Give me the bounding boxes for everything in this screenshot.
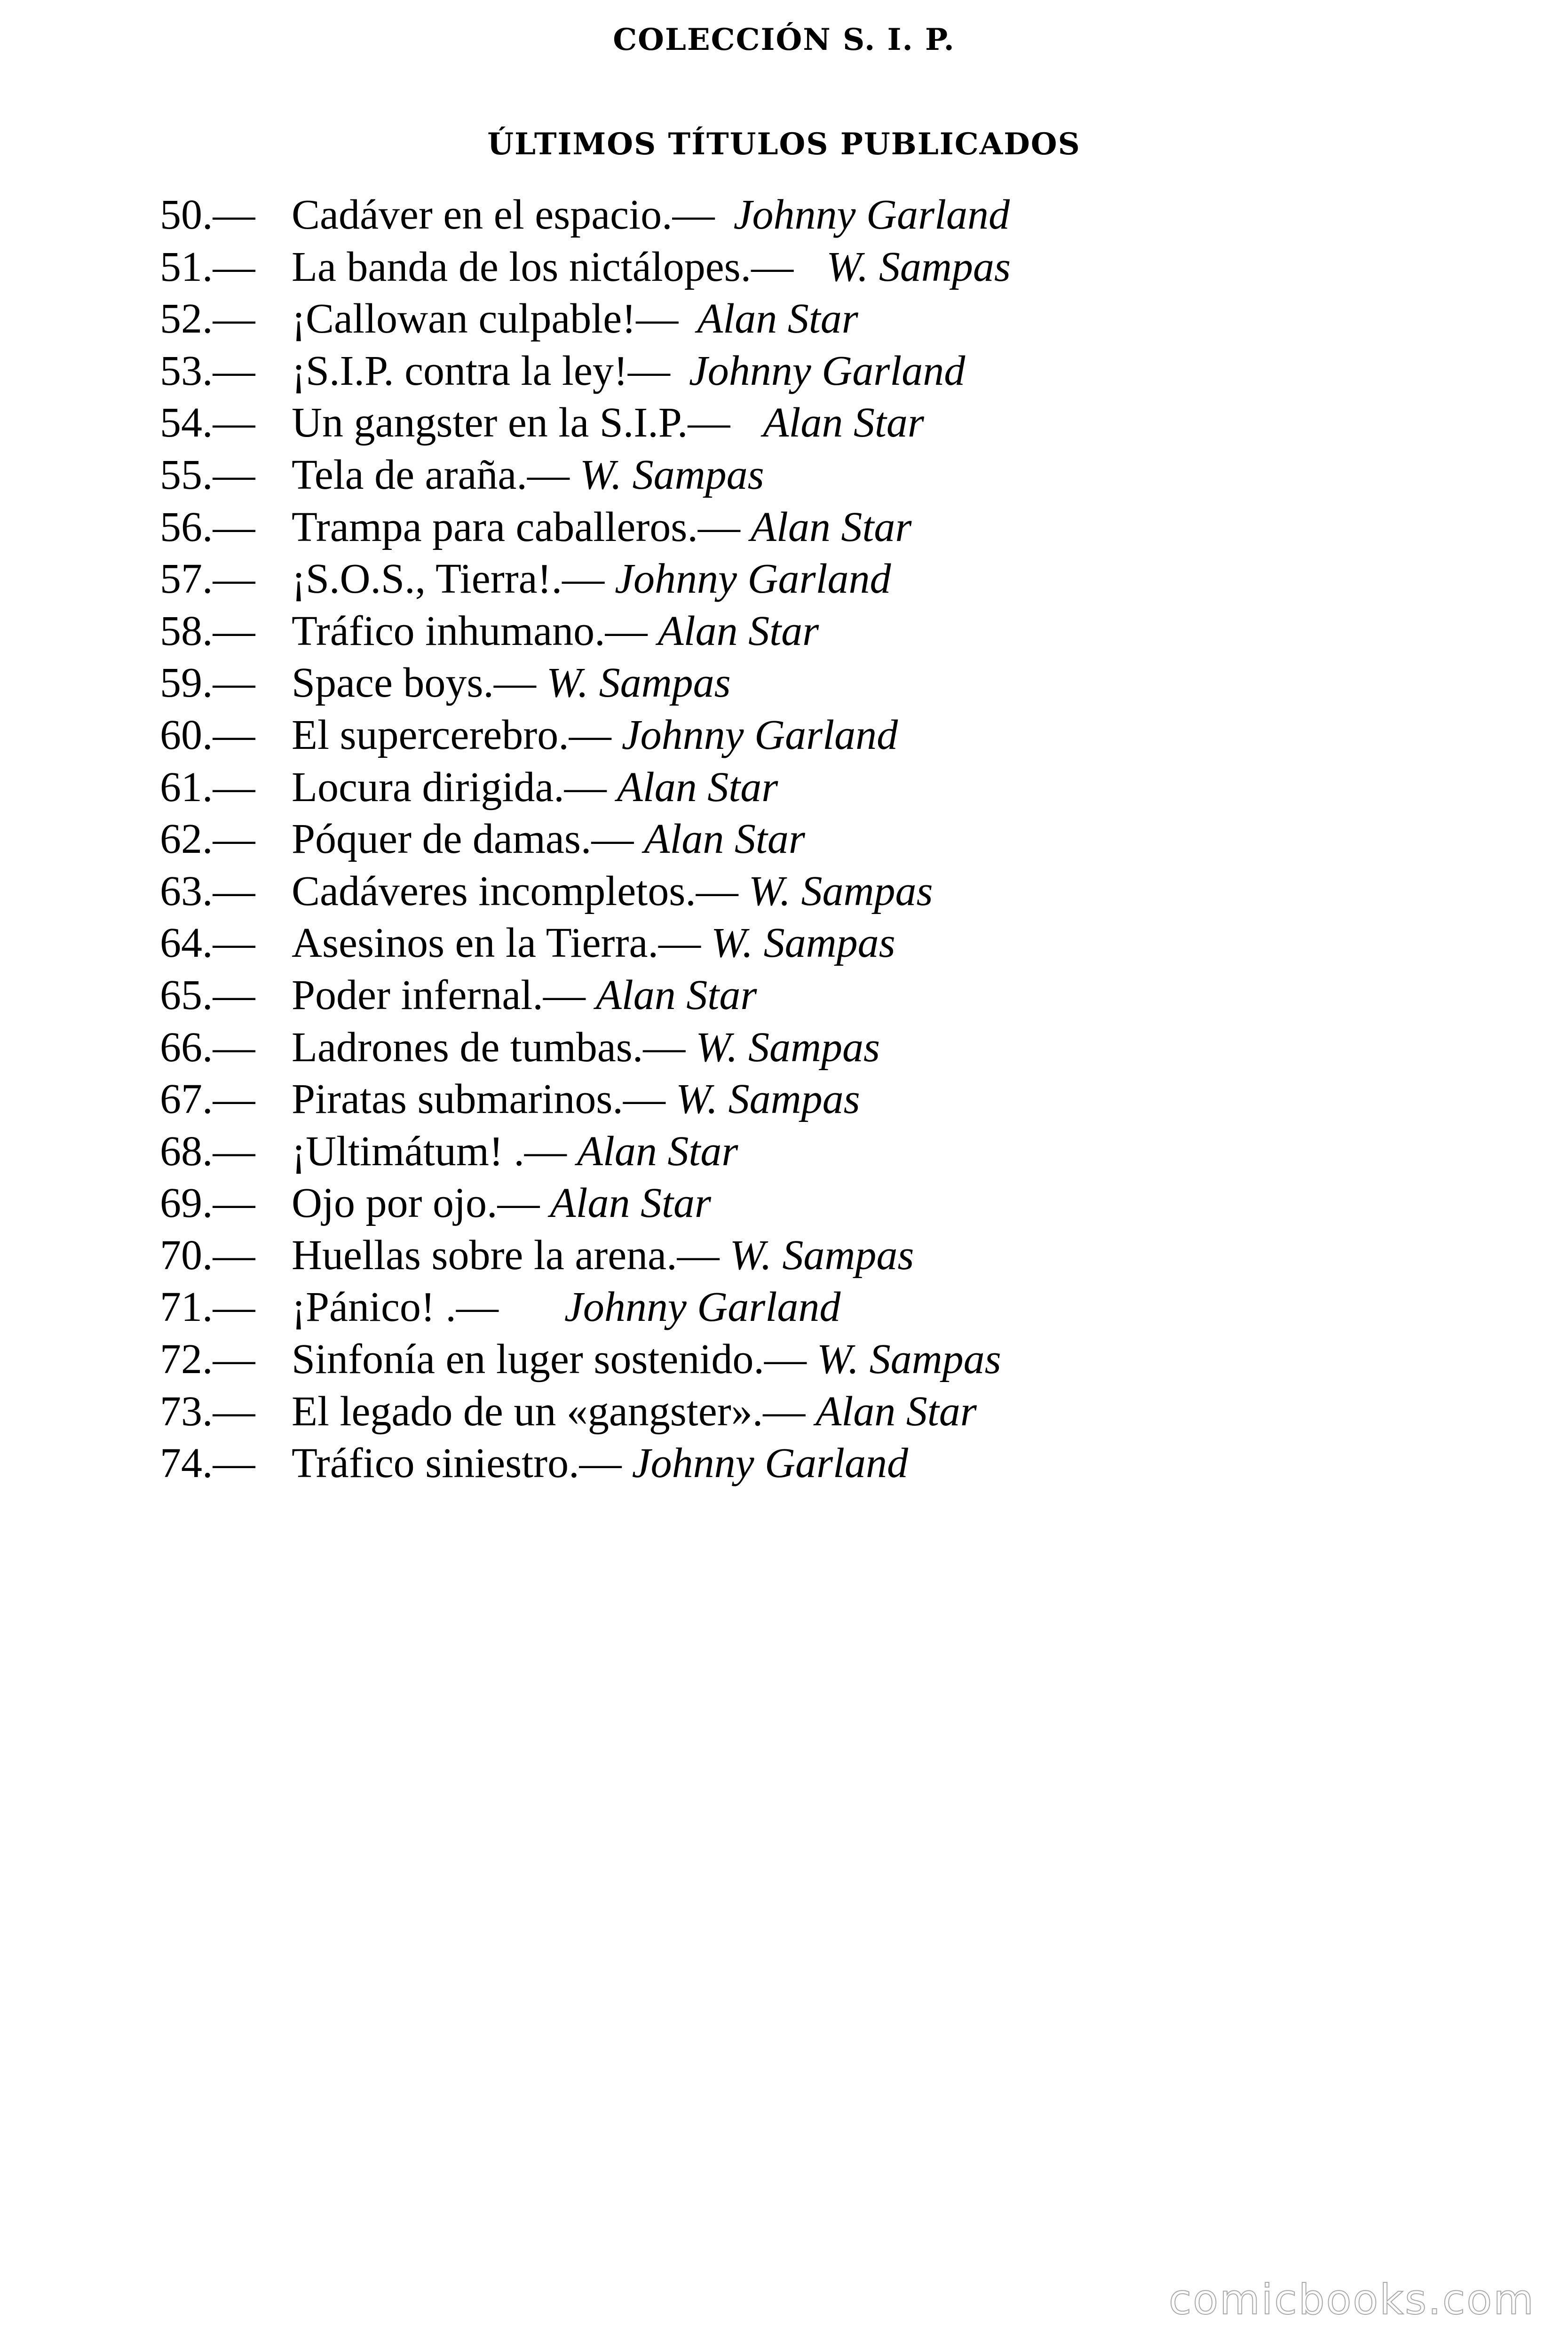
book-author: Alan Star — [697, 295, 858, 342]
book-author: Alan Star — [750, 503, 912, 550]
book-title: Cadáver en el espacio.— — [292, 191, 715, 238]
book-title: Tráfico inhumano.— — [292, 607, 648, 654]
book-title: Trampa para caballeros.— — [292, 503, 740, 550]
title-number: 74.— — [160, 1440, 255, 1487]
book-title: Ladrones de tumbas.— — [292, 1024, 686, 1071]
title-number: 56.— — [160, 503, 255, 550]
book-title: La banda de los nictálopes.— — [292, 243, 794, 290]
title-number: 72.— — [160, 1336, 255, 1383]
book-author: W. Sampas — [579, 451, 764, 498]
book-title: Asesinos en la Tierra.— — [292, 920, 701, 967]
title-number: 54.— — [160, 399, 255, 446]
title-number: 55.— — [160, 451, 255, 498]
book-title: Huellas sobre la arena.— — [292, 1232, 720, 1279]
title-number: 70.— — [160, 1232, 255, 1279]
book-author: Alan Star — [657, 607, 819, 654]
book-author: Alan Star — [577, 1128, 738, 1175]
book-title: Space boys.— — [292, 660, 536, 707]
title-number: 58.— — [160, 607, 255, 654]
book-title: Locura dirigida.— — [292, 763, 607, 810]
book-author: W. Sampas — [729, 1232, 914, 1279]
title-number: 60.— — [160, 711, 255, 758]
book-author: Alan Star — [617, 763, 778, 810]
title-number: 66.— — [160, 1024, 255, 1071]
latest-titles-heading: ÚLTIMOS TÍTULOS PUBLICADOS — [487, 127, 1081, 162]
book-author: W. Sampas — [546, 660, 731, 707]
book-title: Póquer de damas.— — [292, 816, 634, 863]
book-title: Piratas submarinos.— — [292, 1076, 665, 1123]
book-author: W. Sampas — [748, 867, 933, 914]
book-author: Johnny Garland — [689, 347, 966, 394]
book-title: Ojo por ojo.— — [292, 1180, 540, 1227]
title-number: 53.— — [160, 347, 255, 394]
title-number: 59.— — [160, 660, 255, 707]
title-number: 57.— — [160, 556, 255, 603]
collection-heading: COLECCIÓN S. I. P. — [613, 22, 955, 57]
book-author: Johnny Garland — [632, 1440, 909, 1487]
book-author: Johnny Garland — [615, 556, 891, 603]
book-title: Sinfonía en luger sostenido.— — [292, 1336, 807, 1383]
title-number: 52.— — [160, 295, 255, 342]
book-author: W. Sampas — [711, 920, 895, 967]
book-author: Alan Star — [595, 971, 757, 1018]
book-author: Johnny Garland — [733, 191, 1010, 238]
book-author: Johnny Garland — [564, 1284, 841, 1331]
title-number: 68.— — [160, 1128, 255, 1175]
title-number: 62.— — [160, 816, 255, 863]
book-author: W. Sampas — [675, 1076, 860, 1123]
book-title: ¡Callowan culpable!— — [292, 295, 679, 342]
book-author: Alan Star — [816, 1388, 977, 1435]
book-title: Poder infernal.— — [292, 971, 586, 1018]
book-title: ¡S.O.S., Tierra!.— — [292, 556, 605, 603]
book-title: ¡Ultimátum! .— — [292, 1128, 567, 1175]
title-number: 67.— — [160, 1076, 255, 1123]
book-author: W. Sampas — [696, 1024, 880, 1071]
book-author: Alan Star — [644, 816, 805, 863]
book-author: W. Sampas — [816, 1336, 1001, 1383]
title-number: 50.— — [160, 191, 255, 238]
book-title: Tela de araña.— — [292, 451, 570, 498]
book-title: Un gangster en la S.I.P.— — [292, 399, 730, 446]
book-author: Johnny Garland — [621, 711, 898, 758]
title-number: 71.— — [160, 1284, 255, 1331]
book-title: ¡S.I.P. contra la ley!— — [292, 347, 670, 394]
book-title: Tráfico siniestro.— — [292, 1440, 622, 1487]
book-author: W. Sampas — [826, 243, 1011, 290]
title-number: 63.— — [160, 867, 255, 914]
title-number: 61.— — [160, 763, 255, 810]
book-title: ¡Pánico! .— — [292, 1284, 499, 1331]
title-number: 73.— — [160, 1388, 255, 1435]
book-title: El supercerebro.— — [292, 711, 611, 758]
book-title: El legado de un «gangster».— — [292, 1388, 806, 1435]
book-author: Alan Star — [550, 1180, 711, 1227]
title-number: 69.— — [160, 1180, 255, 1227]
book-author: Alan Star — [763, 399, 924, 446]
title-number: 51.— — [160, 243, 255, 290]
title-number: 65.— — [160, 971, 255, 1018]
book-title: Cadáveres incompletos.— — [292, 867, 738, 914]
watermark: comicbooks.com — [1168, 2275, 1535, 2324]
title-number: 64.— — [160, 920, 255, 967]
